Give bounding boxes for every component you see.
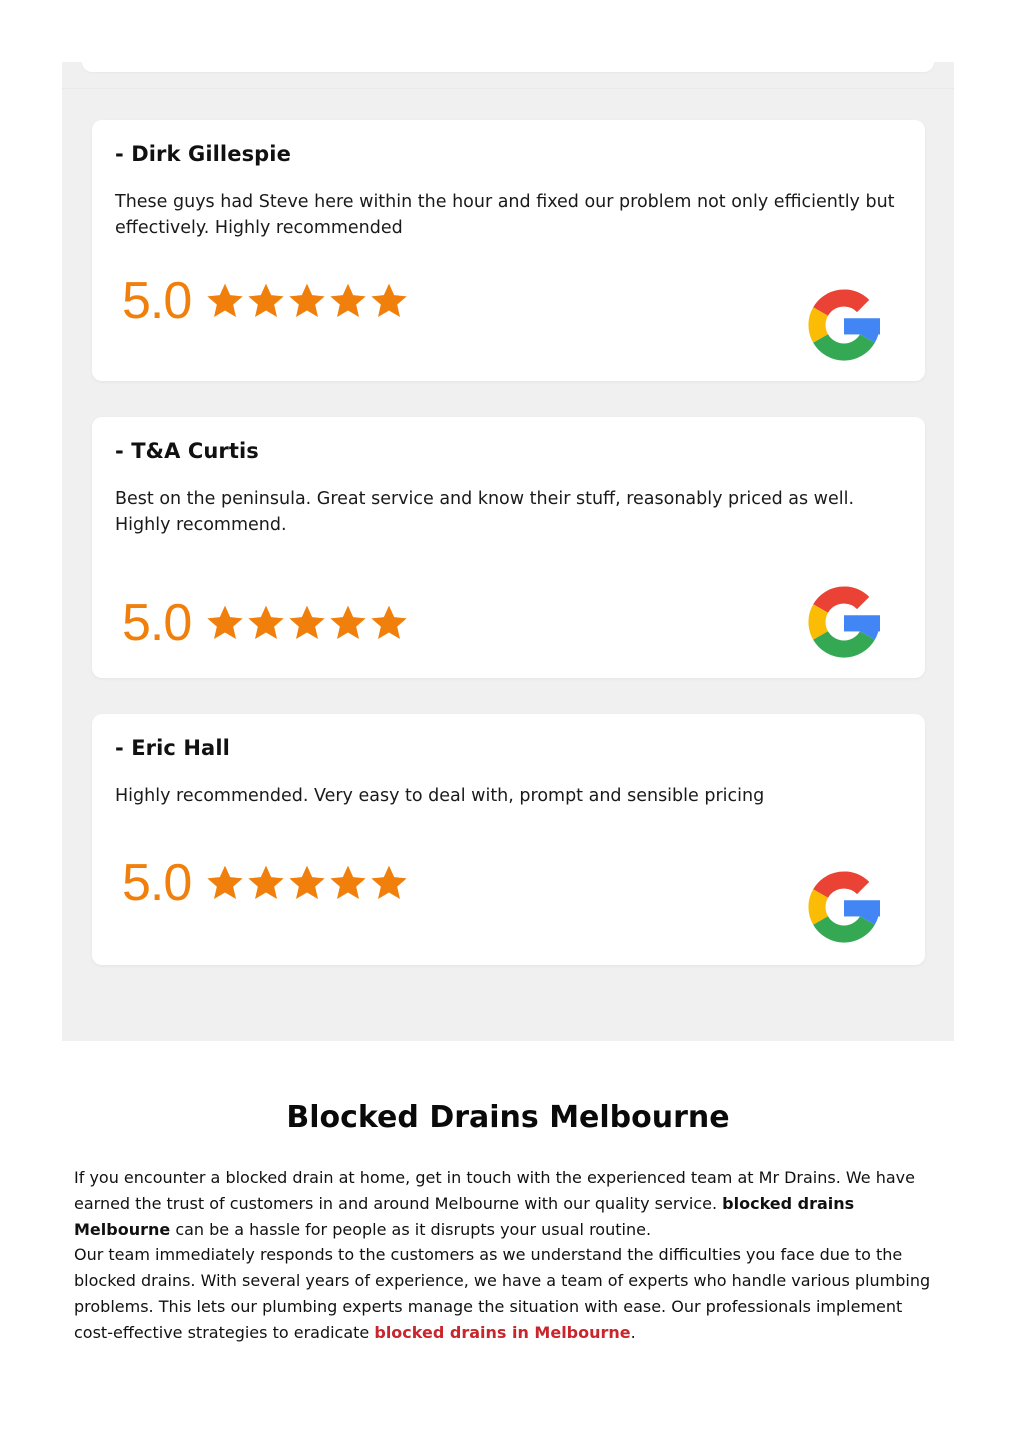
review-card — [92, 120, 925, 381]
star-icon — [328, 863, 368, 903]
star-icon — [287, 281, 327, 321]
review-text: These guys had Steve here within the hour and fixed our problem not only efficiently but effectively. Highly recommended — [115, 192, 895, 238]
review-card — [92, 714, 925, 965]
review-card — [92, 417, 925, 678]
article-paragraph — [74, 1242, 944, 1345]
section-divider — [62, 88, 954, 89]
paragraph-text: can be a hassle for people as it disrupts your usual routine. — [170, 1219, 652, 1239]
rating-score: 5.0 — [122, 272, 192, 330]
reviewer-name: - Dirk Gillespie — [115, 142, 291, 166]
star-icon — [205, 863, 245, 903]
reviewer-name: - T&A Curtis — [115, 439, 259, 463]
star-icon — [287, 863, 327, 903]
section-title: Blocked Drains Melbourne — [286, 1100, 730, 1135]
star-icon — [287, 603, 327, 643]
star-icon — [205, 281, 245, 321]
article-paragraph — [74, 1165, 944, 1242]
star-rating — [205, 603, 410, 643]
reviewer-name: - Eric Hall — [115, 736, 230, 760]
rating-score: 5.0 — [122, 594, 192, 652]
google-logo-icon — [799, 577, 889, 667]
star-icon — [369, 603, 409, 643]
paragraph-text: Our team immediately responds to the customers as we understand the difficulties you face due to the blocked drains. With several years of experience, we have a team of experts who handle various plumbing problems. This lets our plumbing experts manage the situation with ease. Our professionals implement cost-effective strategies to eradicate — [74, 1245, 931, 1342]
star-icon — [246, 863, 286, 903]
star-rating — [205, 281, 410, 321]
google-logo-icon — [799, 280, 889, 370]
review-text: Best on the peninsula. Great service and know their stuff, reasonably priced as well. Highly recommend. — [115, 489, 855, 535]
star-icon — [328, 603, 368, 643]
paragraph-text: If you encounter a blocked drain at home, get in touch with the experienced team at Mr Drains. We have earned the trust of customers in and around Melbourne with our quality service. — [74, 1168, 915, 1213]
star-icon — [369, 281, 409, 321]
previous-review-card-edge — [82, 62, 934, 72]
paragraph-text: . — [630, 1322, 636, 1342]
google-logo-icon — [799, 862, 889, 952]
star-icon — [246, 603, 286, 643]
article-body — [74, 1165, 944, 1346]
review-text: Highly recommended. Very easy to deal with, prompt and sensible pricing — [115, 786, 765, 806]
rating — [122, 594, 410, 652]
star-icon — [369, 863, 409, 903]
keyword-bold: blocked drains Melbourne — [74, 1193, 855, 1239]
star-icon — [246, 281, 286, 321]
reviews-section — [62, 62, 954, 1041]
rating — [122, 854, 410, 912]
star-icon — [205, 603, 245, 643]
blocked-drains-link[interactable]: blocked drains in Melbourne — [374, 1322, 631, 1342]
rating — [122, 272, 410, 330]
rating-score: 5.0 — [122, 854, 192, 912]
star-icon — [328, 281, 368, 321]
star-rating — [205, 863, 410, 903]
